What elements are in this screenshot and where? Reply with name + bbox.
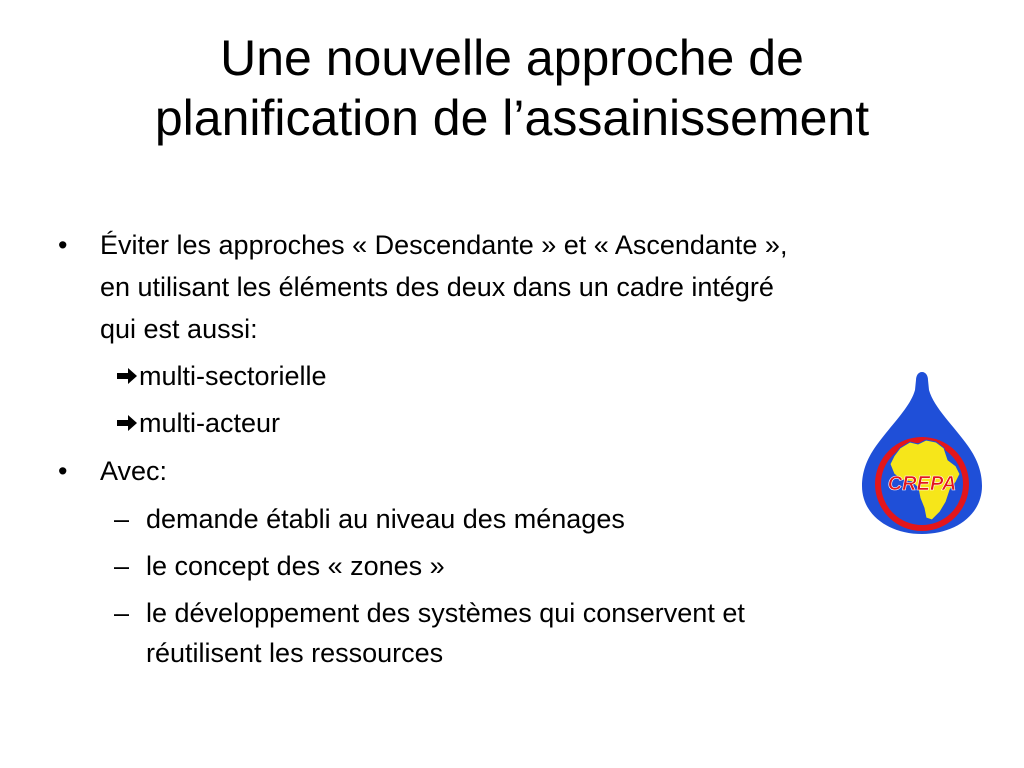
right-arrow-icon	[116, 365, 138, 387]
slide-title-line-1: Une nouvelle approche de	[220, 30, 804, 86]
bullet-line: Éviter les approches « Descendante » et « Ascendante »,	[100, 230, 788, 260]
sub-item	[58, 355, 988, 397]
bullet-mark: •	[58, 230, 68, 260]
sub-item-label: multi-sectorielle	[139, 361, 327, 391]
dash-mark: –	[114, 551, 130, 581]
sub-item-label: le concept des « zones »	[146, 551, 445, 581]
sub-item	[58, 499, 988, 539]
bullet-line: en utilisant les éléments des deux dans un cadre intégré	[100, 272, 774, 302]
slide-title	[0, 28, 1024, 148]
bullet-line: Avec:	[100, 456, 168, 486]
right-arrow-icon	[116, 412, 138, 434]
dash-mark: –	[114, 598, 130, 628]
bullet-item	[58, 224, 988, 350]
sub-item	[58, 593, 988, 673]
bullet-line: qui est aussi:	[100, 314, 258, 344]
sub-item	[58, 546, 988, 586]
sub-item	[58, 402, 988, 444]
slide-title-line-2: planification de l’assainissement	[154, 90, 870, 146]
logo-text: CREPA	[887, 473, 957, 495]
slide-body	[58, 224, 988, 673]
sub-item-label: demande établi au niveau des ménages	[146, 504, 625, 534]
crepa-logo	[860, 368, 984, 536]
sub-item-label: réutilisent les ressources	[146, 638, 444, 668]
bullet-mark: •	[58, 456, 68, 486]
sub-item-label: multi-acteur	[139, 408, 281, 438]
dash-mark: –	[114, 504, 130, 534]
sub-item-label: le développement des systèmes qui conservent et	[146, 598, 745, 628]
bullet-item	[58, 450, 988, 492]
